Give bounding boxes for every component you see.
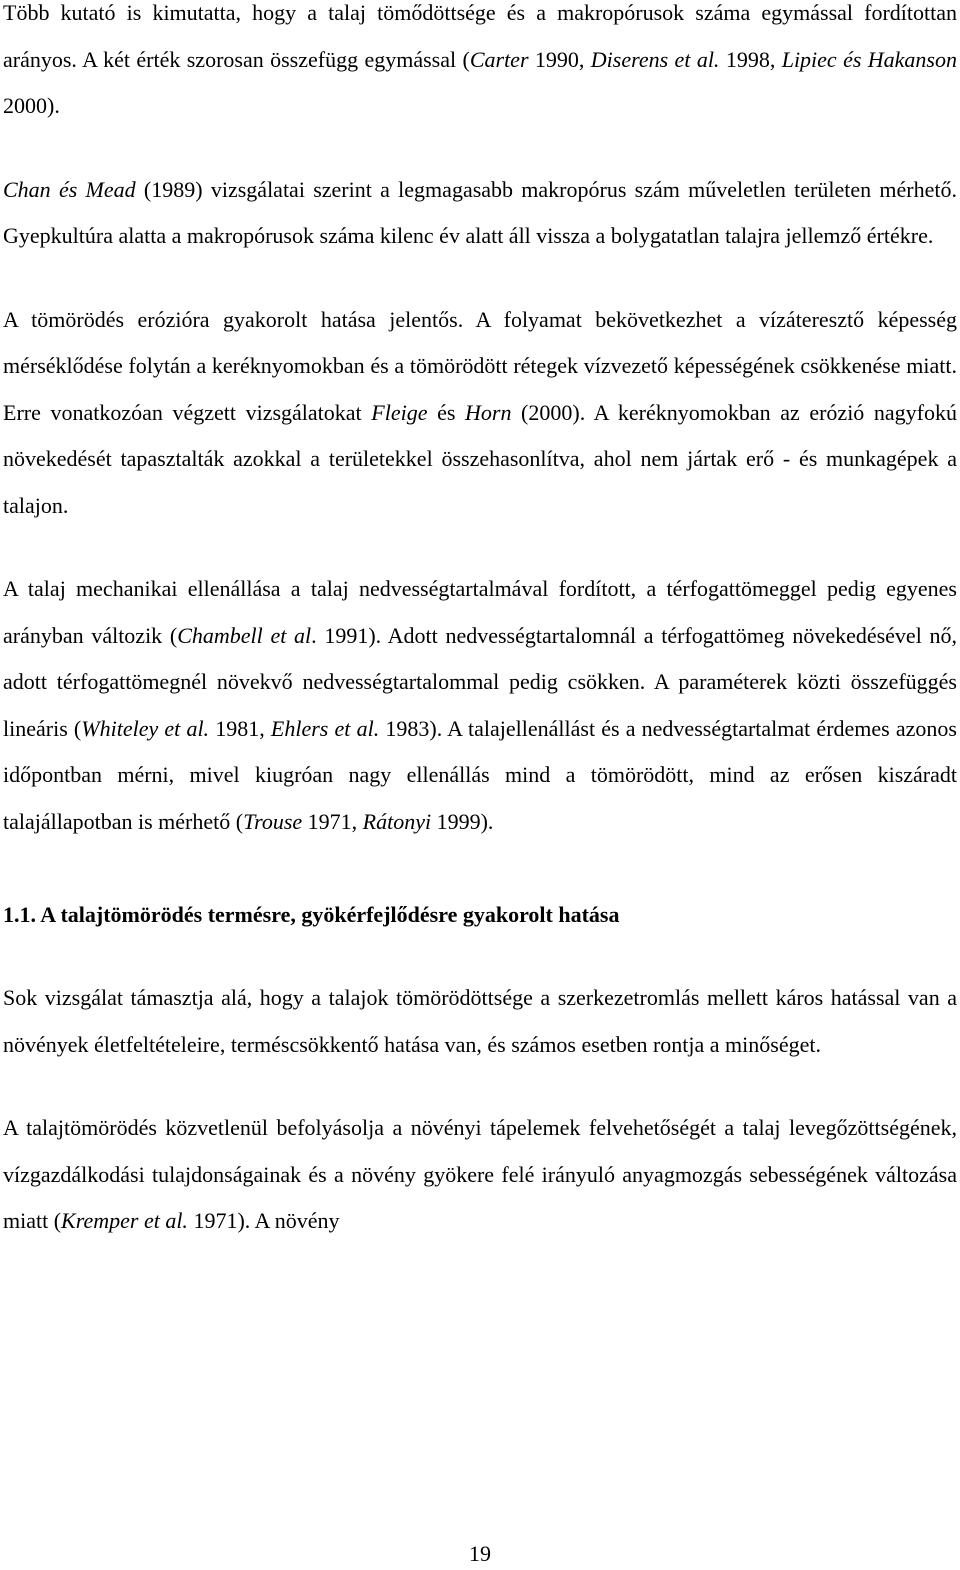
paragraph-5 — [3, 975, 957, 1068]
paragraph-4 — [3, 566, 957, 845]
paragraph-6 — [3, 1105, 957, 1245]
citation-text: Fleige — [371, 399, 428, 425]
body-text: 1971). A növény — [187, 1208, 340, 1233]
page-number: 19 — [469, 1541, 491, 1566]
citation-text: Horn — [465, 399, 512, 425]
body-text: 1999). — [431, 808, 494, 834]
body-text: (1989) vizsgálatai szerint a legmagasabb makropórus szám műveletlen területen mérhető. Gyepkultúra alatta a makropórusok száma kilenc év alatt áll vissza a bolygatatlan talajra jellemző értékre. — [3, 176, 958, 248]
citation-text: Carter — [469, 46, 529, 72]
body-text: és — [427, 399, 465, 425]
body-text: 1971, — [302, 808, 363, 834]
body-text: A talajtömörödés közvetlenül befolyásolja a növényi tápelemek felvehetőségét a talaj levegőzöttségének, vízgazdálkodási tulajdonságainak és a növény gyökere felé irányuló anyagmozgás sebességének változása miatt ( — [3, 1115, 957, 1233]
body-text: A tömörödés erózióra gyakorolt hatása jelentős. A folyamat bekövetkezhet a vízáteresztő képesség mérséklődése folytán a keréknyomokban és a tömörödött rétegek vízvezető képességének csökkenése miatt. Erre vonatkozóan végzett vizsgálatokat — [3, 306, 957, 425]
body-text: Több kutató is kimutatta, hogy a talaj tömődöttsége és a makropórusok száma egymással fordítottan arányos. A két érték szorosan összefügg egymással ( — [3, 0, 957, 72]
body-text: 2000). — [3, 93, 60, 118]
paragraph-3 — [3, 297, 957, 530]
citation-text: Ehlers et al. — [270, 715, 380, 741]
body-text: 1990, — [528, 46, 591, 72]
paragraph-2 — [3, 167, 957, 260]
citation-text: Rátonyi — [362, 808, 432, 834]
citation-text: Kremper et al. — [61, 1208, 188, 1233]
citation-text: Chambell et al — [177, 622, 312, 648]
paragraph-1 — [3, 0, 957, 130]
body-text: A talaj mechanikai ellenállása a talaj nedvességtartalmával fordított, a térfogattömeggel pedig egyenes arányban változik ( — [3, 576, 957, 648]
body-text: 1981, — [209, 715, 271, 741]
section-heading: 1.1. A talajtömörödés termésre, gyökérfejlődésre gyakorolt hatása — [3, 902, 620, 927]
citation-text: Chan és Mead — [3, 176, 136, 202]
citation-text: Diserens et al. — [590, 46, 720, 72]
document-page — [3, 0, 957, 1245]
citation-text: Whiteley et al. — [81, 715, 210, 741]
body-text: (2000). A keréknyomokban az erózió nagyfokú növekedését tapasztalták azokkal a területekkel összehasonlítva, ahol nem jártak erő - és munkagépek a talajon. — [3, 399, 957, 518]
body-text: 1998, — [719, 46, 782, 72]
citation-text: Lipiec és Hakanson — [781, 46, 957, 72]
body-text: 1983). A talajellenállást és a nedvességtartalmat érdemes azonos időpontban mérni, mivel kiugróan nagy ellenállás mind a tömörödött, mind az erősen kiszáradt talajállapotban is mérhető ( — [3, 715, 957, 834]
paragraph-gap — [3, 845, 957, 892]
body-text: . 1991). Adott nedvességtartalomnál a térfogattömeg növekedésével nő, adott térfogattömegnél növekvő nedvességtartalommal pedig csökken. A paraméterek közti összefüggés lineáris ( — [3, 622, 958, 741]
citation-text: Trouse — [243, 808, 303, 834]
body-text: Sok vizsgálat támasztja alá, hogy a talajok tömörödöttsége a szerkezetromlás mellett káros hatással van a növények életfeltételeire, terméscsökkentő hatása van, és számos esetben rontja a minőséget. — [3, 985, 957, 1057]
